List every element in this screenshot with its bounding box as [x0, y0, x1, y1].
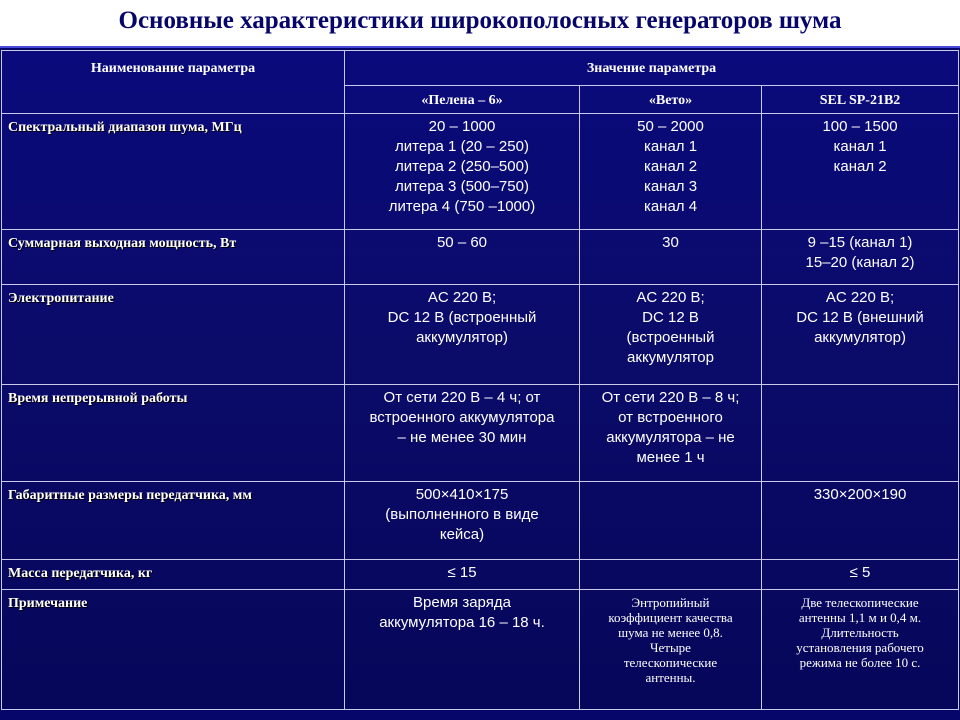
cell-value: 500×410×175 (выполненного в виде кейса) — [385, 486, 539, 543]
header-device-sel: SEL SP-21B2 — [762, 86, 959, 114]
cell-value: Время заряда аккумулятора 16 – 18 ч. — [379, 594, 545, 631]
row-name-note: Примечание — [2, 590, 345, 710]
cell-value: AC 220 В; DC 12 В (внешний аккумулятор) — [796, 289, 924, 346]
header-device-veto: «Вето» — [580, 86, 762, 114]
page-title: Основные характеристики широкополосных генераторов шума — [118, 7, 842, 34]
table-row — [2, 230, 959, 285]
cell-value: 50 – 2000 канал 1 канал 2 канал 3 канал 4 — [637, 118, 704, 215]
cell-value: 30 — [662, 234, 679, 251]
table-row — [2, 482, 959, 560]
row-name-spectral-range: Спектральный диапазон шума, МГц — [2, 114, 345, 230]
cell-value: Две телескопические антенны 1,1 м и 0,4 м. Длительность установления рабочего режима не более 10 с. — [796, 595, 924, 670]
row-name-output-power: Суммарная выходная мощность, Вт — [2, 230, 345, 285]
table-row — [2, 285, 959, 385]
header-parameter-value: Значение параметра — [345, 51, 959, 86]
row-name-continuous-operation: Время непрерывной работы — [2, 385, 345, 482]
row-name-power-supply: Электропитание — [2, 285, 345, 385]
row-name-dimensions: Габаритные размеры передатчика, мм — [2, 482, 345, 560]
cell-value: Энтропийный коэффициент качества шума не менее 0,8. Четыре телескопические антенны. — [608, 595, 733, 685]
cell-value: ≤ 15 — [447, 564, 477, 581]
cell-value: ≤ 5 — [849, 564, 871, 581]
characteristics-table — [1, 50, 959, 710]
cell-value: 50 – 60 — [436, 234, 488, 251]
cell-value: От сети 220 В – 4 ч; от встроенного аккумулятора – не менее 30 мин — [369, 389, 555, 446]
row-name-mass: Масса передатчика, кг — [2, 560, 345, 590]
cell-value: От сети 220 В – 8 ч; от встроенного аккумулятора – не менее 1 ч — [601, 389, 740, 466]
cell-value: AC 220 В; DC 12 В (встроенный аккумулятор) — [387, 289, 537, 346]
table-row — [2, 114, 959, 230]
table-row — [2, 560, 959, 590]
table-row — [2, 385, 959, 482]
cell-value: 100 – 1500 канал 1 канал 2 — [822, 118, 898, 175]
table-row — [2, 590, 959, 710]
cell-value: 330×200×190 — [813, 486, 907, 503]
header-parameter-name: Наименование параметра — [2, 51, 345, 114]
cell-value: 20 – 1000 литера 1 (20 – 250) литера 2 (250–500) литера 3 (500–750) литера 4 (750 –1000) — [388, 118, 536, 215]
header-device-pelena: «Пелена – 6» — [345, 86, 580, 114]
cell-value: AC 220 В; DC 12 В (встроенный аккумулятор — [626, 289, 715, 366]
cell-value: 9 –15 (канал 1) 15–20 (канал 2) — [805, 234, 915, 271]
